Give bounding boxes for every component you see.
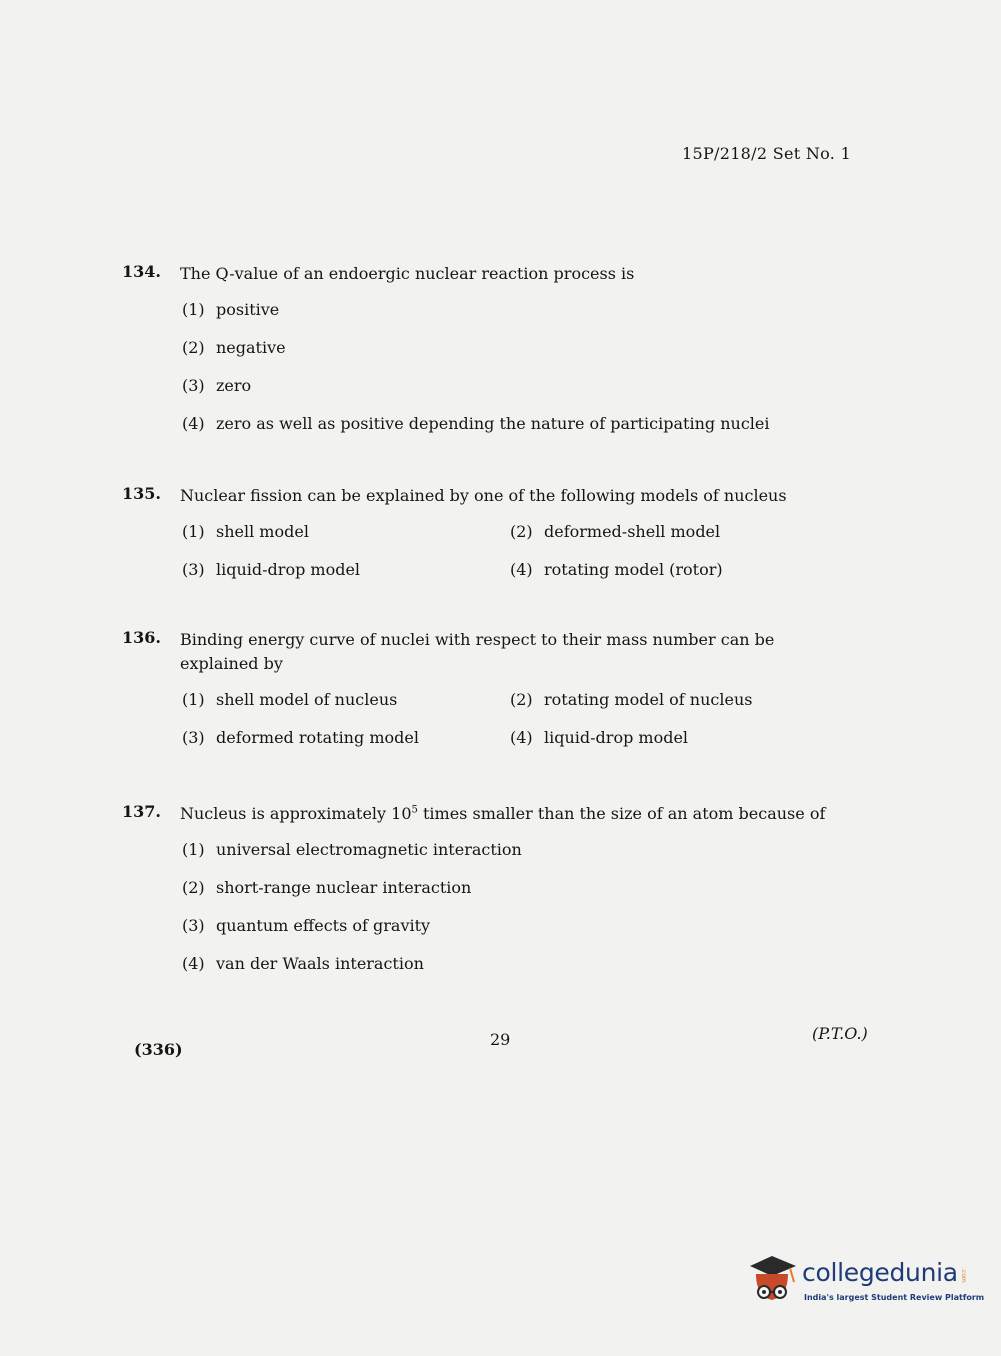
question-136 (122, 628, 872, 750)
question-137 (122, 802, 872, 990)
stem-line-1: Binding energy curve of nuclei with respect to their mass number can be (180, 630, 775, 649)
logo-name: collegedunia (802, 1258, 958, 1287)
option-2: (2) negative (182, 338, 286, 357)
option-3: (3) zero (182, 376, 252, 395)
question-135 (122, 484, 872, 582)
question-number: 136. (122, 628, 161, 647)
mascot-icon (744, 1252, 800, 1308)
option-4: (4) rotating model (rotor) (510, 560, 723, 579)
option-2: (2) deformed-shell model (510, 522, 721, 541)
option-2: (2) rotating model of nucleus (510, 690, 753, 709)
question-number: 135. (122, 484, 161, 503)
question-stem (180, 628, 872, 676)
logo-tm: .com (960, 1268, 967, 1283)
option-1: (1) shell model of nucleus (182, 690, 398, 709)
logo-tagline: India's largest Student Review Platform (804, 1293, 985, 1302)
question-stem: Nucleus is approximately $10^5$ times smaller than the size of an atom because of (180, 804, 826, 823)
option-4: (4) liquid-drop model (510, 728, 689, 747)
paper-code: 15P/218/2 Set No. 1 (682, 144, 852, 163)
question-stem: Nuclear fission can be explained by one of the following models of nucleus (180, 486, 787, 505)
collegedunia-logo (744, 1252, 985, 1312)
page-number: 29 (490, 1030, 511, 1049)
option-2: (2) short-range nuclear interaction (182, 878, 472, 897)
option-3: (3) liquid-drop model (182, 560, 361, 579)
stem-line-2: explained by (180, 654, 283, 673)
option-3: (3) quantum effects of gravity (182, 916, 431, 935)
option-1: (1) positive (182, 300, 280, 319)
superscript: 5 (411, 804, 418, 816)
options-grid (182, 520, 872, 582)
question-number: 134. (122, 262, 161, 281)
option-1: (1) shell model (182, 522, 309, 541)
option-4: (4) van der Waals interaction (182, 954, 424, 973)
options-list (182, 838, 872, 990)
options-grid (182, 688, 872, 750)
options-list (182, 298, 872, 450)
pto-label: (P.T.O.) (812, 1024, 868, 1043)
option-4: (4) zero as well as positive depending the nature of participating nuclei (182, 414, 770, 433)
option-3: (3) deformed rotating model (182, 728, 419, 747)
option-1: (1) universal electromagnetic interaction (182, 840, 522, 859)
footer-code: (336) (134, 1040, 183, 1059)
question-134 (122, 262, 872, 450)
question-number: 137. (122, 802, 161, 821)
question-stem: The Q-value of an endoergic nuclear reaction process is (180, 264, 635, 283)
